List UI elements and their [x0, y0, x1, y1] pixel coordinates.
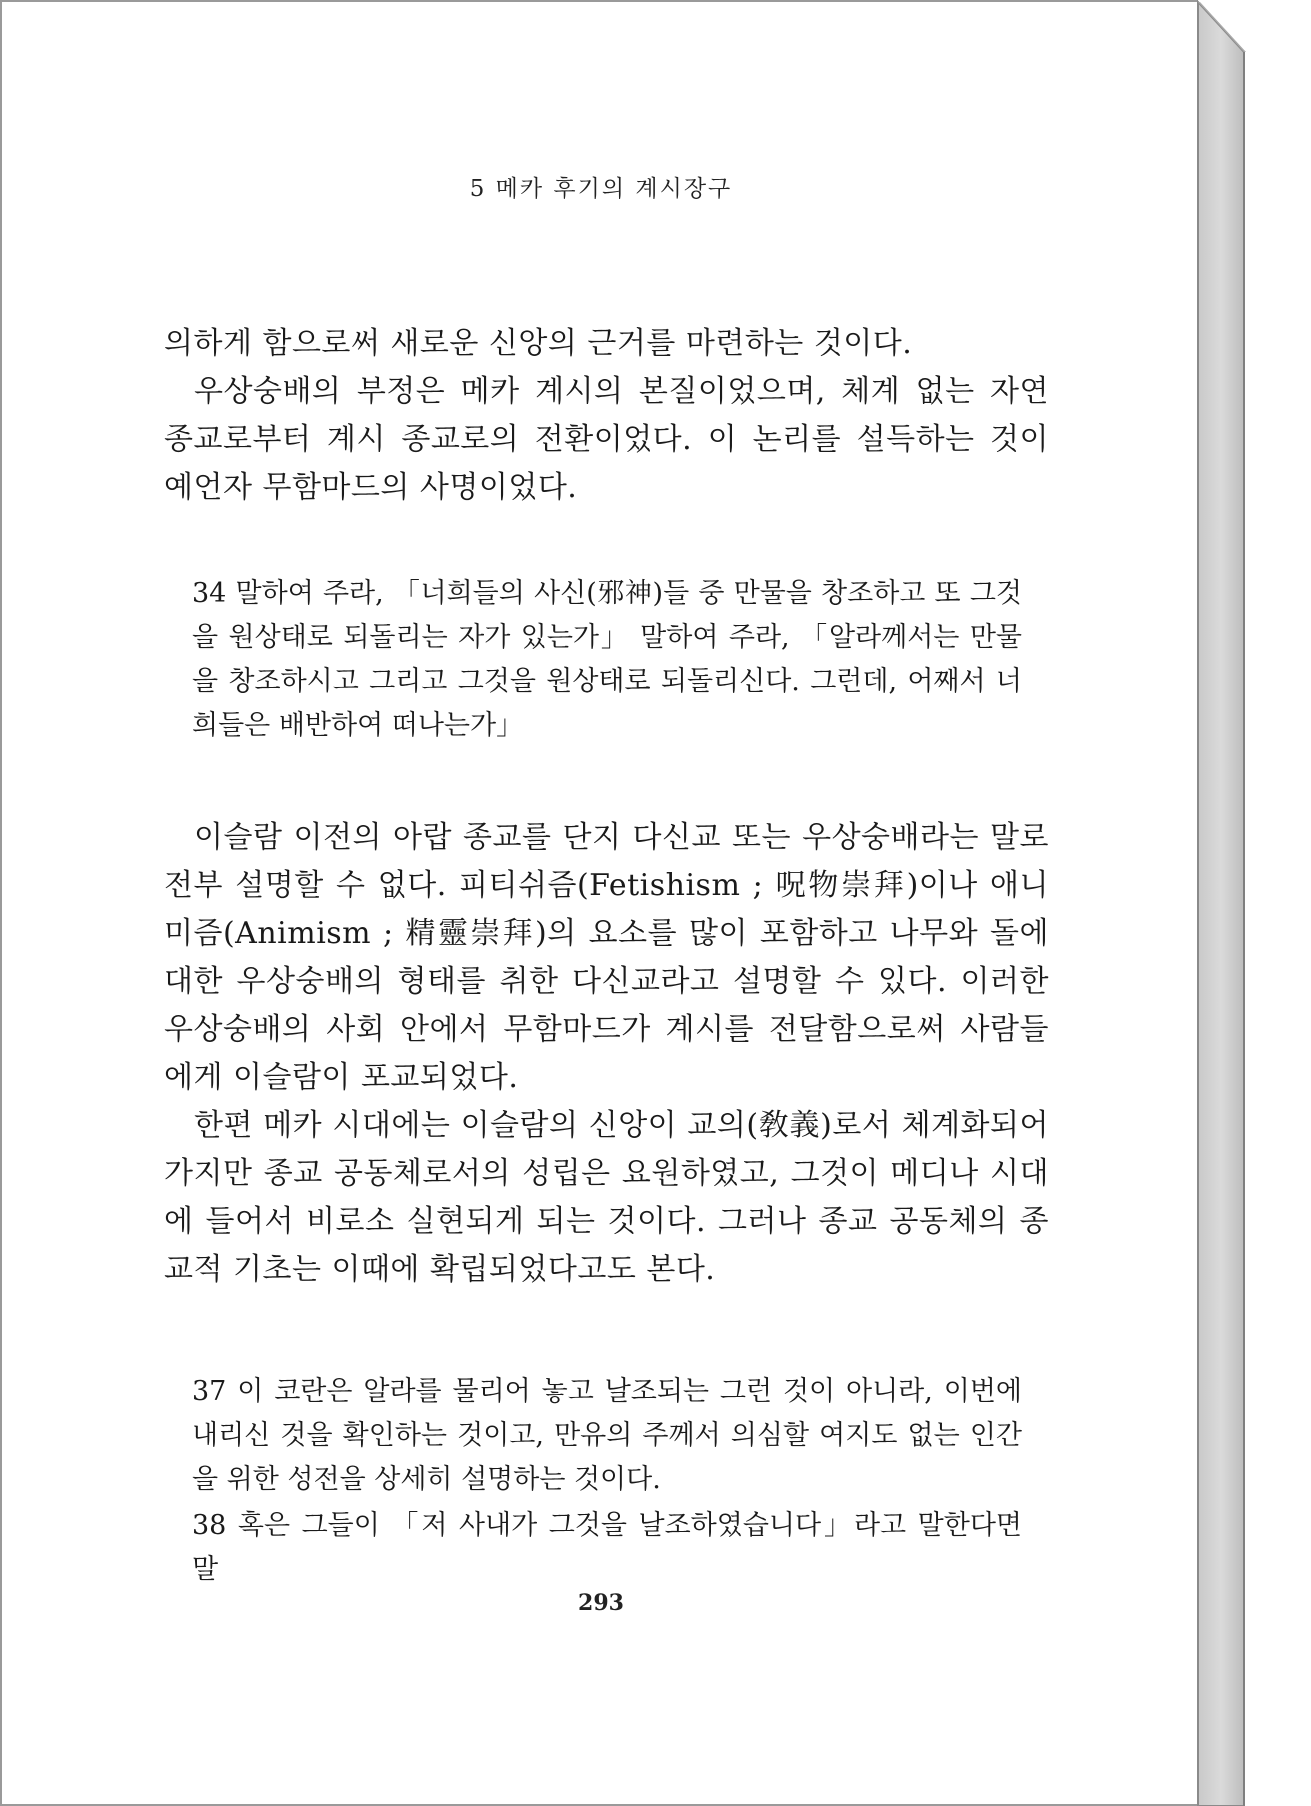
paragraph: 의하게 함으로써 새로운 신앙의 근거를 마련하는 것이다. [164, 326, 913, 361]
paragraph: 우상숭배의 부정은 메카 계시의 본질이었으며, 체계 없는 자연 종교로부터 계시 종교로의 전환이었다. 이 논리를 설득하는 것이 예언자 무함마드의 사명이었다. [164, 374, 1049, 505]
paragraph: 이슬람 이전의 아랍 종교를 단지 다신교 또는 우상숭배라는 말로 전부 설명할 수 없다. 피티쉬즘(Fetishism ; 呪物崇拜)이나 애니미즘(Animism ; 精靈崇拜)의 요소를 많이 포함하고 나무와 돌에 대한 우상숭배의 형태를 취한 다신교라고 설명할 수 있다. 이러한 우상숭배의 사회 안에서 무함마드가 계시를 전달함으로써 사람들에게 이슬람이 포교되었다. [164, 820, 1049, 1095]
verse-37: 37 이 코란은 알라를 물리어 놓고 날조되는 그런 것이 아니라, 이번에 내리신 것을 확인하는 것이고, 만유의 주께서 의심할 여지도 없는 인간을 위한 성전을 상세히 설명하는 것이다. [192, 1376, 1022, 1495]
body-text-top [164, 320, 1049, 512]
page-number: 293 [578, 1590, 624, 1616]
verse-34: 34 말하여 주라, 「너희들의 사신(邪神)들 중 만물을 창조하고 또 그것을 원상태로 되돌리는 자가 있는가」 말하여 주라, 「알라께서는 만물을 창조하시고 그리고 그것을 원상태로 되돌리신다. 그런데, 어째서 너희들은 배반하여 떠나는가」 [192, 578, 1022, 741]
paragraph: 한편 메카 시대에는 이슬람의 신앙이 교의(敎義)로서 체계화되어 가지만 종교 공동체로서의 성립은 요원하였고, 그것이 메디나 시대에 들어서 비로소 실현되게 되는 것이다. 그러나 종교 공동체의 종교적 기초는 이때에 확립되었다고도 본다. [164, 1108, 1049, 1287]
body-text-middle [164, 814, 1049, 1294]
verse-38: 38 혹은 그들이 「저 사내가 그것을 날조하였습니다」라고 말한다면 말 [192, 1510, 1022, 1585]
running-head: 5 메카 후기의 계시장구 [469, 176, 733, 202]
